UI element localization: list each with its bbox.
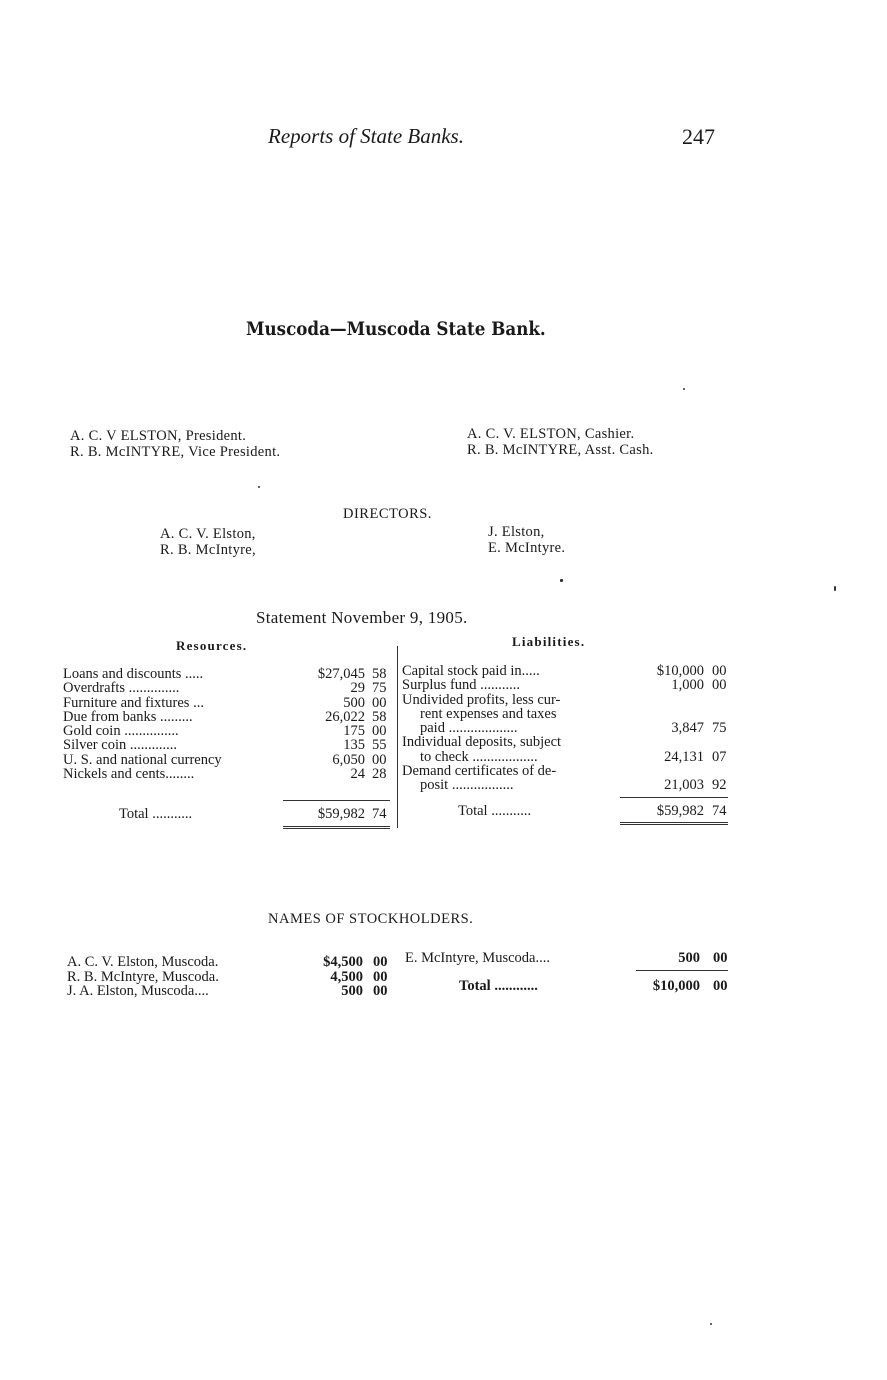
resource-cents: 55 bbox=[372, 737, 387, 754]
table-row bbox=[402, 778, 730, 792]
liability-label: Individual deposits, subject bbox=[402, 734, 562, 751]
table-row bbox=[63, 738, 397, 752]
total-amount: $10,000 bbox=[652, 978, 700, 994]
resource-cents: 58 bbox=[372, 666, 387, 682]
liability-label: paid ................... bbox=[420, 720, 518, 737]
rule bbox=[283, 800, 390, 801]
scan-speck bbox=[560, 579, 563, 582]
officers-left bbox=[70, 428, 280, 460]
total-amount: $59,982 bbox=[656, 803, 704, 819]
resource-amount: 24 bbox=[350, 766, 365, 783]
officer-vice-president: R. B. McINTYRE, Vice President. bbox=[70, 444, 281, 460]
liability-label: Surplus fund ........... bbox=[402, 677, 521, 694]
table-row bbox=[63, 696, 397, 710]
total-cents: 74 bbox=[712, 803, 727, 819]
resource-cents: 00 bbox=[372, 723, 387, 740]
resource-label: Nickels and cents........ bbox=[63, 766, 195, 783]
directors-right bbox=[488, 524, 565, 556]
liabilities-heading: Liabilities. bbox=[512, 634, 586, 649]
resource-amount: 175 bbox=[343, 723, 365, 740]
stockholder-cents: 00 bbox=[373, 983, 388, 999]
scan-speck bbox=[258, 486, 260, 488]
resources-table bbox=[63, 667, 397, 781]
stockholder-row bbox=[67, 984, 395, 999]
liability-amount: 1,000 bbox=[671, 677, 704, 694]
resource-label: Loans and discounts ..... bbox=[63, 666, 204, 682]
total-label: Total ........... bbox=[458, 803, 532, 819]
liability-label: Undivided profits, less cur- bbox=[402, 691, 561, 708]
liability-amount: 21,003 bbox=[664, 777, 704, 794]
table-row bbox=[63, 724, 397, 738]
table-row bbox=[63, 767, 397, 781]
liability-label: posit ................. bbox=[420, 777, 514, 794]
resource-label: U. S. and national currency bbox=[63, 751, 222, 768]
stockholder-row bbox=[67, 970, 395, 985]
table-row bbox=[402, 735, 730, 749]
table-row bbox=[63, 753, 397, 767]
table-row bbox=[63, 667, 397, 681]
resource-amount: 500 bbox=[343, 694, 365, 711]
table-row bbox=[402, 750, 730, 764]
directors-left bbox=[160, 526, 256, 558]
stockholder-cents: 00 bbox=[713, 950, 728, 966]
bank-title: Muscoda—Muscoda State Bank. bbox=[246, 318, 546, 340]
running-header-title: Reports of State Banks. bbox=[268, 124, 464, 148]
director-name: E. McIntyre. bbox=[488, 540, 566, 556]
table-row bbox=[402, 664, 730, 678]
liability-amount: $10,000 bbox=[656, 663, 704, 679]
liability-label: Capital stock paid in..... bbox=[402, 663, 540, 679]
total-cents: 74 bbox=[372, 806, 387, 822]
table-row bbox=[402, 721, 730, 735]
total-label: Total ........... bbox=[119, 806, 193, 822]
liability-amount: 24,131 bbox=[664, 748, 704, 765]
total-cents: 00 bbox=[713, 978, 728, 994]
scan-speck bbox=[710, 1323, 712, 1325]
stockholders-left bbox=[67, 955, 395, 999]
table-row bbox=[402, 707, 730, 721]
page-number: 247 bbox=[682, 124, 715, 149]
officers-right bbox=[467, 426, 654, 458]
table-row bbox=[63, 681, 397, 695]
stockholder-name: J. A. Elston, Muscoda.... bbox=[67, 983, 209, 999]
officer-assistant-cashier: R. B. McINTYRE, Asst. Cash. bbox=[467, 442, 654, 458]
resource-label: Due from banks ......... bbox=[63, 708, 193, 725]
resource-label: Silver coin ............. bbox=[63, 737, 177, 754]
stockholder-name: R. B. McIntyre, Muscoda. bbox=[67, 968, 219, 985]
stockholders-heading: NAMES OF STOCKHOLDERS. bbox=[268, 911, 474, 927]
table-row bbox=[402, 804, 730, 818]
stockholder-amount: 500 bbox=[341, 983, 363, 999]
liability-label: to check .................. bbox=[420, 748, 538, 765]
liability-cents: 75 bbox=[712, 720, 727, 737]
resource-cents: 00 bbox=[372, 694, 387, 711]
stockholder-amount: 4,500 bbox=[330, 968, 363, 985]
double-rule bbox=[620, 822, 728, 825]
resource-amount: 135 bbox=[343, 737, 365, 754]
stockholder-cents: 00 bbox=[373, 968, 388, 985]
stockholders-total bbox=[405, 979, 733, 995]
resource-label: Overdrafts .............. bbox=[63, 680, 180, 697]
rule bbox=[620, 797, 728, 798]
stockholder-name: E. McIntyre, Muscoda.... bbox=[405, 950, 550, 966]
resource-label: Gold coin ............... bbox=[63, 723, 179, 740]
liability-cents: 00 bbox=[712, 677, 727, 694]
liabilities-total bbox=[402, 804, 730, 818]
liabilities-table bbox=[402, 664, 730, 793]
stockholder-row bbox=[67, 955, 395, 970]
liability-cents: 07 bbox=[712, 748, 727, 765]
column-divider bbox=[397, 646, 398, 828]
resource-amount: 26,022 bbox=[325, 708, 365, 725]
resource-cents: 75 bbox=[372, 680, 387, 697]
table-row bbox=[402, 764, 730, 778]
officer-president: A. C. V ELSTON, President. bbox=[70, 428, 247, 444]
stockholder-amount: 500 bbox=[678, 950, 700, 966]
table-row bbox=[63, 710, 397, 724]
scan-speck bbox=[834, 586, 836, 591]
stockholder-row bbox=[405, 951, 733, 967]
stockholder-amount: $4,500 bbox=[323, 954, 363, 970]
resource-cents: 28 bbox=[372, 766, 387, 783]
resource-amount: 6,050 bbox=[332, 751, 365, 768]
total-amount: $59,982 bbox=[317, 806, 365, 822]
table-row bbox=[63, 807, 397, 821]
director-name: J. Elston, bbox=[488, 524, 545, 540]
rule bbox=[636, 970, 728, 971]
director-name: R. B. McIntyre, bbox=[160, 542, 256, 558]
liability-cents: 92 bbox=[712, 777, 727, 794]
table-row bbox=[402, 693, 730, 707]
resources-heading: Resources. bbox=[176, 638, 248, 653]
resource-amount: $27,045 bbox=[317, 666, 365, 682]
table-row bbox=[402, 678, 730, 692]
stockholder-cents: 00 bbox=[373, 954, 388, 970]
directors-heading: DIRECTORS. bbox=[343, 506, 432, 522]
statement-title: Statement November 9, 1905. bbox=[256, 608, 468, 627]
liability-amount: 3,847 bbox=[671, 720, 704, 737]
resource-label: Furniture and fixtures ... bbox=[63, 694, 204, 711]
scan-speck bbox=[683, 388, 685, 390]
officer-cashier: A. C. V. ELSTON, Cashier. bbox=[467, 426, 635, 442]
total-label: Total ............ bbox=[459, 978, 538, 994]
resources-total bbox=[63, 807, 397, 821]
liability-cents: 00 bbox=[712, 663, 727, 679]
liability-label: rent expenses and taxes bbox=[420, 705, 557, 722]
director-name: A. C. V. Elston, bbox=[160, 526, 256, 542]
resource-cents: 00 bbox=[372, 751, 387, 768]
stockholder-name: A. C. V. Elston, Muscoda. bbox=[67, 954, 219, 970]
resource-cents: 58 bbox=[372, 708, 387, 725]
double-rule bbox=[283, 826, 390, 829]
resource-amount: 29 bbox=[350, 680, 365, 697]
liability-label: Demand certificates of de- bbox=[402, 763, 557, 780]
